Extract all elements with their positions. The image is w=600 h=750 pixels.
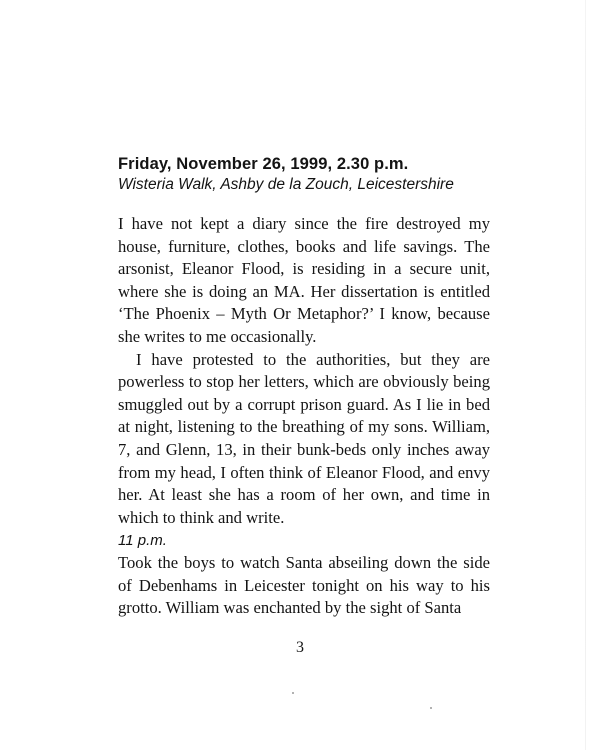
entry-date: Friday, November 26, 1999, 2.30 p.m. (118, 155, 409, 173)
scan-speck (292, 692, 294, 694)
entry-body-2 (118, 552, 490, 620)
entry-body (118, 213, 490, 529)
entry-location: Wisteria Walk, Ashby de la Zouch, Leicestershire (118, 176, 454, 193)
scan-speck (430, 707, 432, 709)
page-number: 3 (296, 639, 304, 656)
entry-heading (118, 154, 498, 196)
paragraph-3: Took the boys to watch Santa abseiling down the side of Debenhams in Leicester tonight on his way to his grotto. William was enchanted by the sight of Santa (118, 553, 490, 618)
paragraph-2: I have protested to the authorities, but they are powerless to stop her letters, which are obviously being smuggled out by a corrupt prison guard. As I lie in bed at night, listening to the breathing of my sons. William, 7, and Glenn, 13, in their bunk-beds only inches away from my head, I often think of Eleanor Flood, and envy her. At least she has a room of her own, and time in which to think and write. (118, 349, 490, 527)
paragraph-1: I have not kept a diary since the fire destroyed my house, furniture, clothes, books and life savings. The arsonist, Eleanor Flood, is residing in a secure unit, where she is doing an MA. Her dissertation is entitled ‘The Phoenix – Myth Or Metaphor?’ I know, because she writes to me occasionally. (118, 214, 490, 346)
entry-time: 11 p.m. (118, 532, 167, 549)
